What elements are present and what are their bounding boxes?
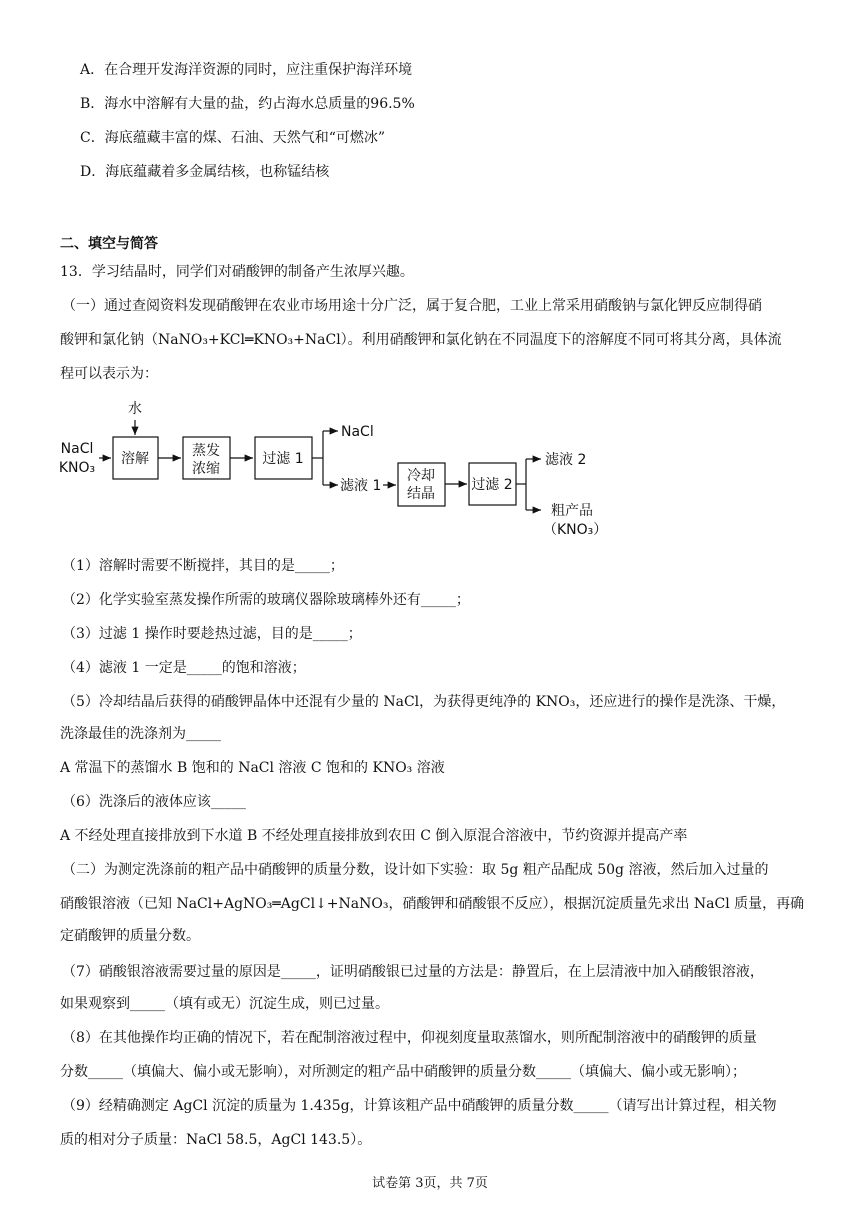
question-9-line2: 质的相对分子质量：NaCl 58.5，AgCl 143.5）。: [60, 1132, 372, 1148]
label-evaporate: 蒸发: [192, 443, 220, 459]
label-filtrate2: 滤液 2: [545, 452, 587, 468]
option-c: C．海底蕴藏丰富的煤、石油、天然气和“可燃冰”: [80, 130, 386, 146]
question-5-options: A 常温下的蒸馏水 B 饱和的 NaCl 溶液 C 饱和的 KNO₃ 溶液: [60, 760, 445, 776]
question-1: （1）溶解时需要不断搅拌，其目的是_____；: [62, 558, 344, 574]
label-cool: 冷却: [407, 468, 435, 484]
part2-text-line2: 硝酸银溶液（已知 NaCl+AgNO₃═AgCl↓+NaNO₃，硝酸钾和硝酸银不反应），根据沉淀质量先求出 NaCl 质量，再确: [60, 896, 805, 912]
label-filter1: 过滤 1: [262, 451, 304, 467]
part2-text-line1: （二）为测定洗涤前的粗产品中硝酸钾的质量分数，设计如下实验：取 5g 粗产品配成 50g 溶液，然后加入过量的: [62, 862, 769, 878]
question-5-line1: （5）冷却结晶后获得的硝酸钾晶体中还混有少量的 NaCl，为获得更纯净的 KNO₃，还应进行的操作是洗涤、干燥，: [62, 694, 786, 710]
label-crude-product: 粗产品: [551, 503, 593, 519]
label-nacl-out: NaCl: [341, 424, 374, 440]
label-input-kno3: KNO₃: [58, 460, 96, 476]
question-7-line2: 如果观察到_____（填有或无）沉淀生成，则已过量。: [60, 996, 389, 1012]
label-concentrate: 浓缩: [192, 461, 220, 477]
label-dissolve: 溶解: [121, 451, 149, 467]
question-3: （3）过滤 1 操作时要趁热过滤，目的是_____；: [62, 626, 362, 642]
section-title: 二、填空与简答: [60, 236, 158, 252]
question-8-line2: 分数_____（填偏大、偏小或无影响），对所测定的粗产品中硝酸钾的质量分数_____（填偏大、偏小或无影响）；: [60, 1064, 746, 1080]
question-6-options: A 不经处理直接排放到下水道 B 不经处理直接排放到农田 C 倒入原混合溶液中，节约资源并提高产率: [60, 828, 688, 844]
label-input-nacl: NaCl: [60, 441, 94, 457]
process-flow-diagram: [55, 392, 625, 538]
part1-text-line1: （一）通过查阅资料发现硝酸钾在农业市场用途十分广泛，属于复合肥，工业上常采用硝酸钠与氯化钾反应制得硝: [62, 298, 762, 314]
question-8-line1: （8）在其他操作均正确的情况下，若在配制溶液过程中，仰视刻度量取蒸馏水，则所配制溶液中的硝酸钾的质量: [62, 1030, 757, 1046]
question-2: （2）化学实验室蒸发操作所需的玻璃仪器除玻璃棒外还有_____；: [62, 592, 470, 608]
label-filter2: 过滤 2: [471, 477, 513, 493]
question-7-line1: （7）硝酸银溶液需要过量的原因是_____，证明硝酸银已过量的方法是：静置后，在上层清液中加入硝酸银溶液，: [62, 964, 764, 980]
question-6: （6）洗涤后的液体应该_____: [62, 794, 246, 810]
part2-text-line3: 定硝酸钾的质量分数。: [60, 928, 200, 944]
label-crystallize: 结晶: [407, 486, 435, 502]
page-footer: 试卷第 3页，共 7页: [372, 1176, 488, 1191]
question-4: （4）滤液 1 一定是_____的饱和溶液；: [62, 660, 306, 676]
question-13-intro: 13．学习结晶时，同学们对硝酸钾的制备产生浓厚兴趣。: [60, 264, 414, 280]
option-a: A．在合理开发海洋资源的同时，应注重保护海洋环境: [80, 62, 413, 78]
label-water: 水: [128, 401, 142, 417]
option-b: B．海水中溶解有大量的盐，约占海水总质量的96.5%: [80, 96, 415, 112]
label-filtrate1: 滤液 1: [340, 478, 382, 494]
part1-text-line3: 程可以表示为：: [60, 366, 158, 382]
label-crude-product-formula: （KNO₃）: [543, 522, 608, 538]
part1-text-line2: 酸钾和氯化钠（NaNO₃+KCl═KNO₃+NaCl）。利用硝酸钾和氯化钠在不同温度下的溶解度不同可将其分离，具体流: [60, 332, 782, 348]
question-5-line2: 洗涤最佳的洗涤剂为_____: [60, 726, 221, 742]
question-9-line1: （9）经精确测定 AgCl 沉淀的质量为 1.435g，计算该粗产品中硝酸钾的质量分数_____（请写出计算过程，相关物: [62, 1098, 777, 1114]
option-d: D．海底蕴藏着多金属结核，也称锰结核: [80, 164, 330, 180]
